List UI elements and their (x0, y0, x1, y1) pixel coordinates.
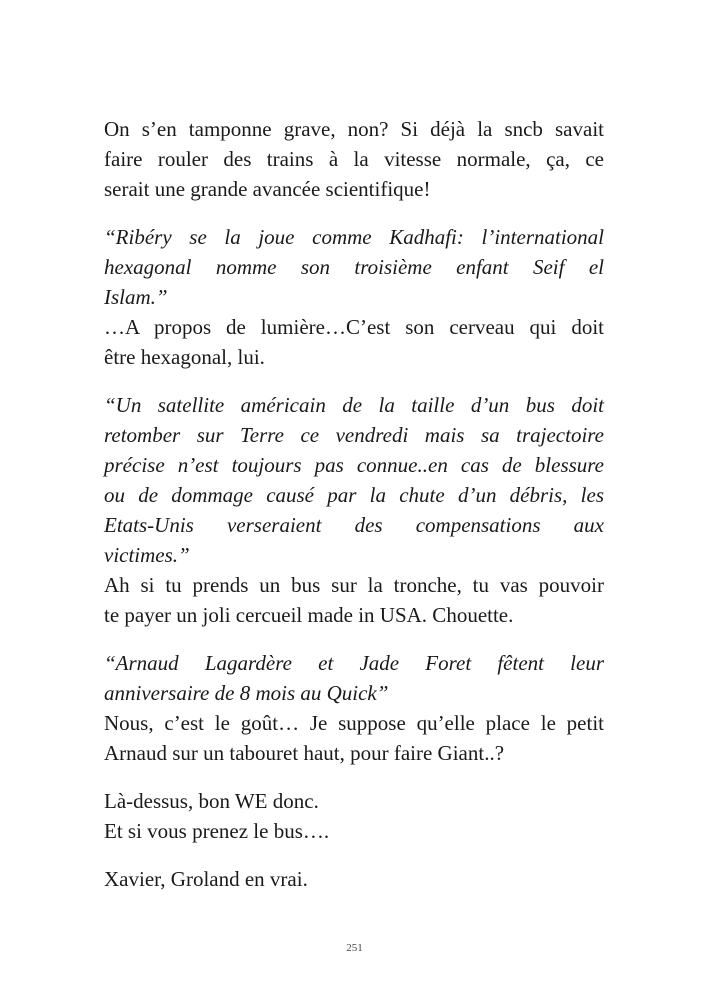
quote-line: ou de dommage causé par la chute d’un débris, les (104, 483, 604, 507)
text-line: Et si vous prenez le bus…. (104, 819, 330, 843)
text-line: Nous, c’est le goût… Je suppose qu’elle place le petit (104, 711, 604, 735)
paragraph-lagardere (104, 648, 604, 768)
text-line: être hexagonal, lui. (104, 345, 265, 369)
text-line: te payer un joli cercueil made in USA. Chouette. (104, 603, 514, 627)
quote-line: Etats-Unis verseraient des compensations aux (104, 513, 604, 537)
paragraph-sncb (104, 114, 604, 204)
paragraph-ribery (104, 222, 604, 372)
document-body (104, 114, 604, 912)
signature-line: Xavier, Groland en vrai. (104, 867, 308, 891)
text-line: Arnaud sur un tabouret haut, pour faire Giant..? (104, 741, 505, 765)
quote-line: précise n’est toujours pas connue..en cas de blessure (104, 453, 604, 477)
signature-paragraph (104, 864, 604, 894)
text-line: …A propos de lumière…C’est son cerveau qui doit (104, 315, 604, 339)
paragraph-closing (104, 786, 604, 846)
quote-line: “Un satellite américain de la taille d’un bus doit (104, 393, 604, 417)
quote-line: hexagonal nomme son troisième enfant Seif el (104, 255, 604, 279)
quote-line: Islam.” (104, 285, 168, 309)
quote-line: anniversaire de 8 mois au Quick” (104, 681, 389, 705)
text-line: faire rouler des trains à la vitesse normale, ça, ce (104, 147, 604, 171)
text-line: Là-dessus, bon WE donc. (104, 789, 319, 813)
page-number: 251 (346, 942, 363, 954)
quote-line: “Arnaud Lagardère et Jade Foret fêtent leur (104, 651, 604, 675)
quote-line: retomber sur Terre ce vendredi mais sa trajectoire (104, 423, 604, 447)
text-line: serait une grande avancée scientifique! (104, 177, 431, 201)
text-line: On s’en tamponne grave, non? Si déjà la sncb savait (104, 117, 604, 141)
quote-line: “Ribéry se la joue comme Kadhafi: l’international (104, 225, 604, 249)
text-line: Ah si tu prends un bus sur la tronche, tu vas pouvoir (104, 573, 604, 597)
paragraph-satellite (104, 390, 604, 630)
quote-line: victimes.” (104, 543, 190, 567)
